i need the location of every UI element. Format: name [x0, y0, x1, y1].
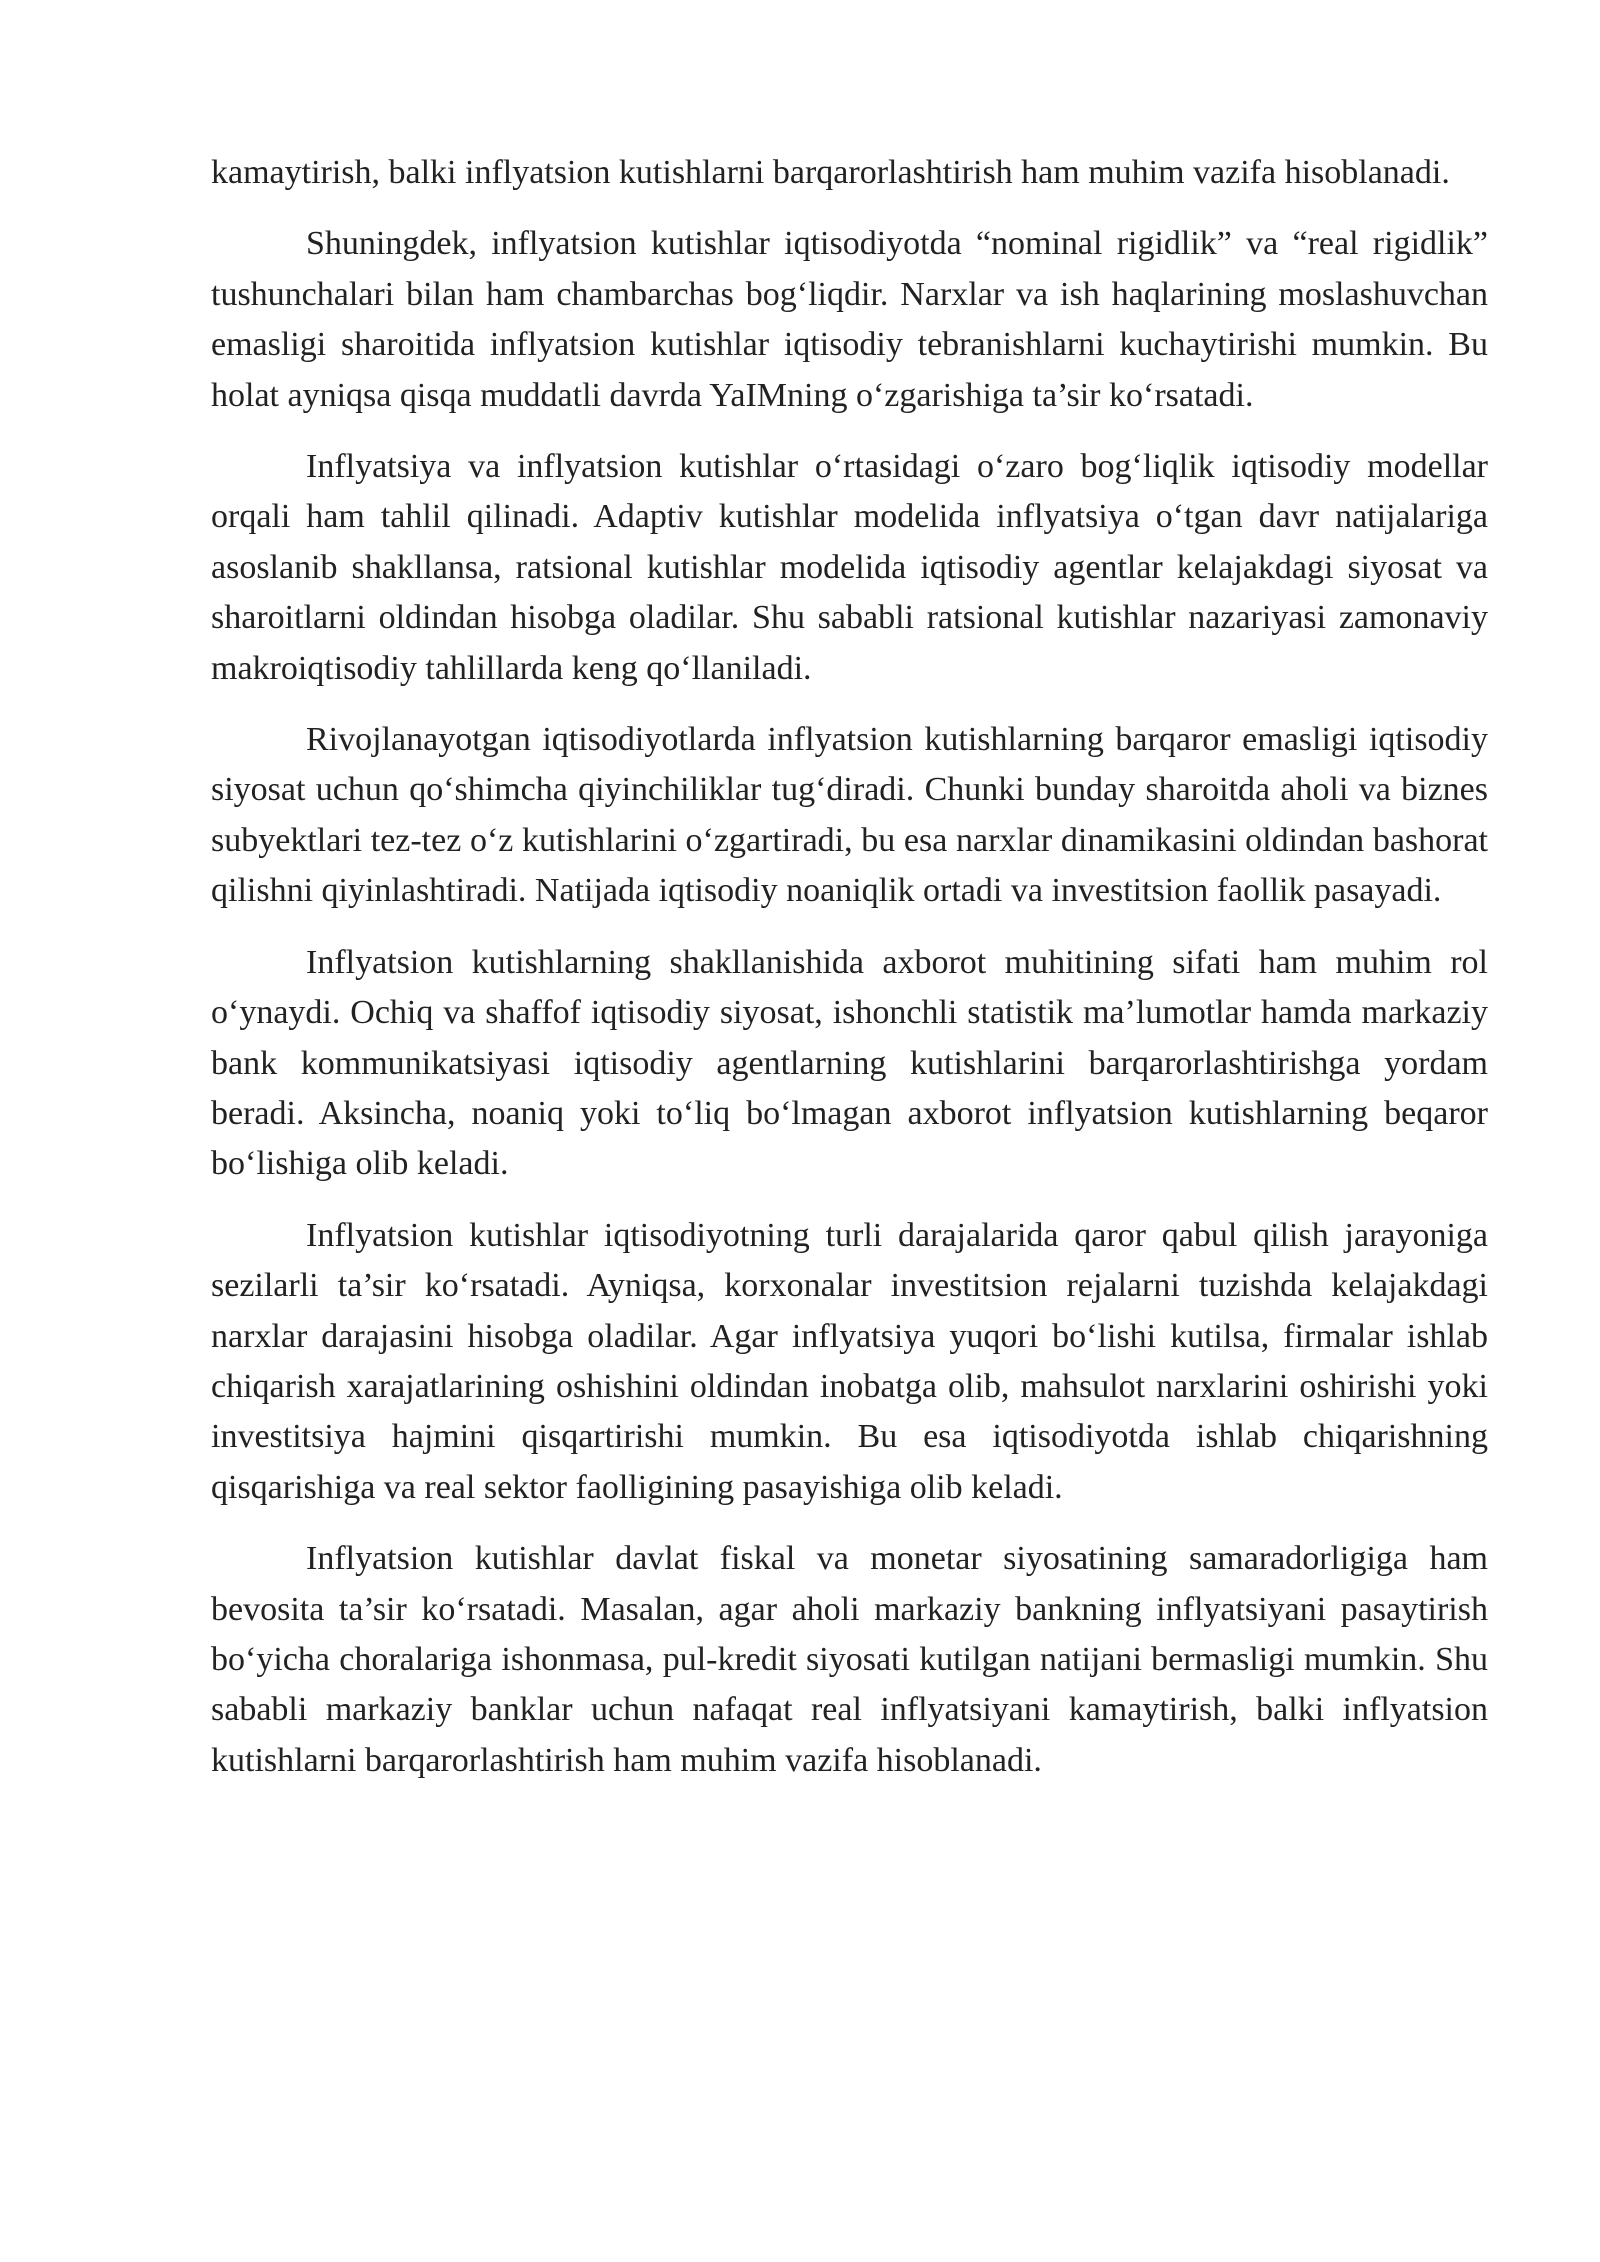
paragraph-nominal-rigidity: Shuningdek, inflyatsion kutishlar iqtisodiyotda “nominal rigidlik” va “real rigidlik” tushunchalari bilan ham chambarchas bog‘liqdir. Narxlar va ish haqlarining moslashuvchan emasligi sharoitida inflyatsion kutishlar iqtisodiy tebranishlarni kuchaytirishi mumkin. Bu holat ayniqsa qisqa muddatli davrda YaIMning o‘zgarishiga ta’sir ko‘rsatadi. — [211, 225, 1488, 414]
paragraph-continued: kamaytirish, balki inflyatsion kutishlarni barqarorlashtirish ham muhim vazifa hisoblanadi. — [211, 154, 1450, 191]
paragraph-developing-economies: Rivojlanayotgan iqtisodiyotlarda inflyatsion kutishlarning barqaror emasligi iqtisodiy siyosat uchun qo‘shimcha qiyinchiliklar tug‘diradi. Chunki bunday sharoitda aholi va biznes subyektlari tez-tez o‘z kutishlarini o‘zgartiradi, bu esa narxlar dinamikasini oldindan bashorat qilishni qiyinlashtiradi. Natijada iqtisodiy noaniqlik ortadi va investitsion faollik pasayadi. — [211, 721, 1488, 910]
paragraph-decision-making: Inflyatsion kutishlar iqtisodiyotning turli darajalarida qaror qabul qilish jarayoniga sezilarli ta’sir ko‘rsatadi. Ayniqsa, korxonalar investitsion rejalarni tuzishda kelajakdagi narxlar darajasini hisobga oladilar. Agar inflyatsiya yuqori bo‘lishi kutilsa, firmalar ishlab chiqarish xarajatlarining oshishini oldindan inobatga olib, mahsulot narxlarini oshirishi yoki investitsiya hajmini qisqartirishi mumkin. Bu esa iqtisodiyotda ishlab chiqarishning qisqarishiga va real sektor faolligining pasayishiga olib keladi. — [211, 1216, 1488, 1506]
paragraph-fiscal-monetary-policy: Inflyatsion kutishlar davlat fiskal va monetar siyosatining samaradorligiga ham bevosita ta’sir ko‘rsatadi. Masalan, agar aholi markaziy bankning inflyatsiyani pasaytirish bo‘yicha choralariga ishonmasa, pul-kredit siyosati kutilgan natijani bermasligi mumkin. Shu sababli markaziy banklar uchun nafaqat real inflyatsiyani kamaytirish, balki inflyatsion kutishlarni barqarorlashtirish ham muhim vazifa hisoblanadi. — [211, 1540, 1488, 1779]
paragraph-information-environment: Inflyatsion kutishlarning shakllanishida axborot muhitining sifati ham muhim rol o‘ynaydi. Ochiq va shaffof iqtisodiy siyosat, ishonchli statistik ma’lumotlar hamda markaziy bank kommunikatsiyasi iqtisodiy agentlarning kutishlarini barqarorlashtirishga yordam beradi. Aksincha, noaniq yoki to‘liq bo‘lmagan axborot inflyatsion kutishlarning beqaror bo‘lishiga olib keladi. — [211, 943, 1488, 1183]
paragraph-expectation-models: Inflyatsiya va inflyatsion kutishlar o‘rtasidagi o‘zaro bog‘liqlik iqtisodiy modellar orqali ham tahlil qilinadi. Adaptiv kutishlar modelida inflyatsiya o‘tgan davr natijalariga asoslanib shakllansa, ratsional kutishlar modelida iqtisodiy agentlar kelajakdagi siyosat va sharoitlarni oldindan hisobga oladilar. Shu sababli ratsional kutishlar nazariyasi zamonaviy makroiqtisodiy tahlillarda keng qo‘llaniladi. — [211, 448, 1488, 687]
document-page — [211, 148, 1488, 1807]
